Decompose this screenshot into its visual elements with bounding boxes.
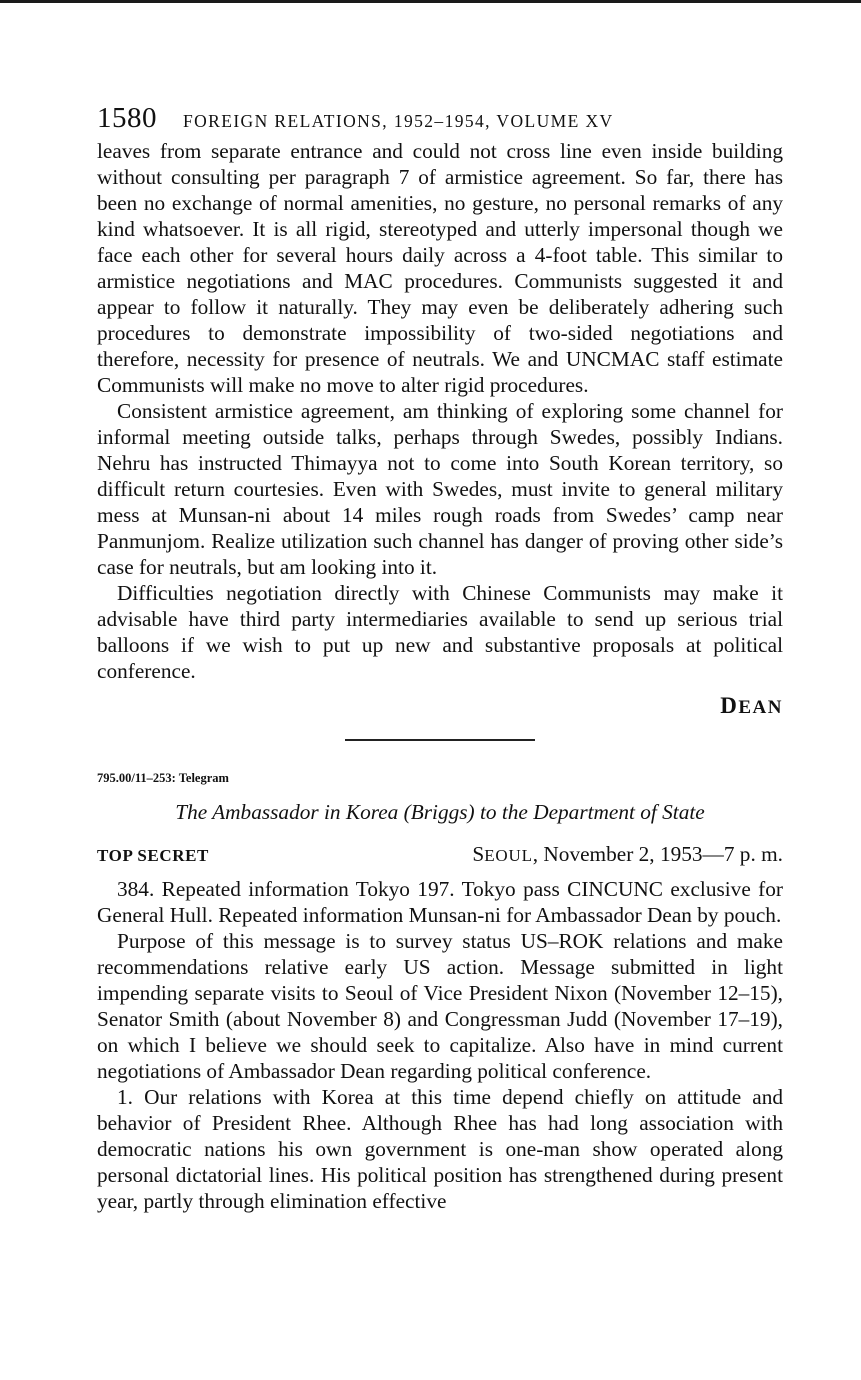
telegram-paragraph-1: 384. Repeated information Tokyo 197. Tokyo pass CINCUNC exclusive for General Hull. Repeated information Munsan-ni for Ambassador Dean by pouch. <box>97 877 783 927</box>
book-page <box>97 102 783 1214</box>
continued-paragraph-2: Consistent armistice agreement, am thinking of exploring some channel for informal meeting outside talks, perhaps through Swedes, possibly Indians. Nehru has instructed Thimayya not to come into South Korean territory, so difficult return courtesies. Even with Swedes, must invite to general military mess at Munsan-ni about 14 miles rough roads from Swedes’ camp near Panmunjom. Realize utilization such channel has danger of proving other side’s case for neutrals, but am looking into it. <box>97 399 783 579</box>
telegram-paragraph-2: Purpose of this message is to survey status US–ROK relations and make recommendations relative early US action. Message submitted in light impending separate visits to Seoul of Vice President Nixon (November 12–15), Senator Smith (about November 8) and Congressman Judd (November 17–19), on which I believe we should seek to capitalize. Also have in mind current negotiations of Ambassador Dean regarding political conference. <box>97 929 783 1083</box>
signature-rest: EAN <box>738 697 783 718</box>
telegram-date: , November 2, 1953—7 p. m. <box>532 842 783 866</box>
running-title: FOREIGN RELATIONS, 1952–1954, VOLUME XV <box>183 111 614 131</box>
dateline <box>97 842 783 872</box>
continued-paragraph-1: leaves from separate entrance and could not cross line even inside building without consulting per paragraph 7 of armistice agreement. So far, there has been no exchange of normal amenities, no gesture, no personal remarks of any kind whatsoever. It is all rigid, stereotyped and utterly impersonal though we face each other for several hours daily across a 4-foot table. This similar to armistice negotiations and MAC procedures. Communists suggested it and appear to follow it naturally. They may even be deliberately adhering such procedures to demonstrate impossibility of two-sided negotiations and therefore, necessity for presence of neutrals. We and UNCMAC staff estimate Communists will make no move to alter rigid procedures. <box>97 139 783 397</box>
signature-dean <box>97 693 783 719</box>
classification-label: TOP SECRET <box>97 846 209 865</box>
place-initial: S <box>472 842 485 866</box>
top-border-rule <box>0 0 861 3</box>
file-reference: 795.00/11–253: Telegram <box>97 771 229 785</box>
section-divider <box>345 739 535 741</box>
place-rest: EOUL <box>484 846 533 865</box>
document-heading: The Ambassador in Korea (Briggs) to the Department of State <box>175 800 705 824</box>
telegram-paragraph-3: 1. Our relations with Korea at this time depend chiefly on attitude and behavior of President Rhee. Although Rhee has had long association with democratic nations his own government is one-man show operated along personal dictatorial lines. His political position has strengthened during present year, partly through elimination effective <box>97 1085 783 1213</box>
place-and-date <box>472 842 783 867</box>
page-number: 1580 <box>97 102 157 134</box>
continued-message-body <box>97 138 783 684</box>
signature-initial: D <box>720 693 739 718</box>
telegram-body <box>97 876 783 1214</box>
continued-paragraph-3: Difficulties negotiation directly with Chinese Communists may make it advisable have third party intermediaries available to send up serious trial balloons if we wish to put up new and substantive proposals at political conference. <box>97 581 783 683</box>
running-header <box>97 102 783 138</box>
